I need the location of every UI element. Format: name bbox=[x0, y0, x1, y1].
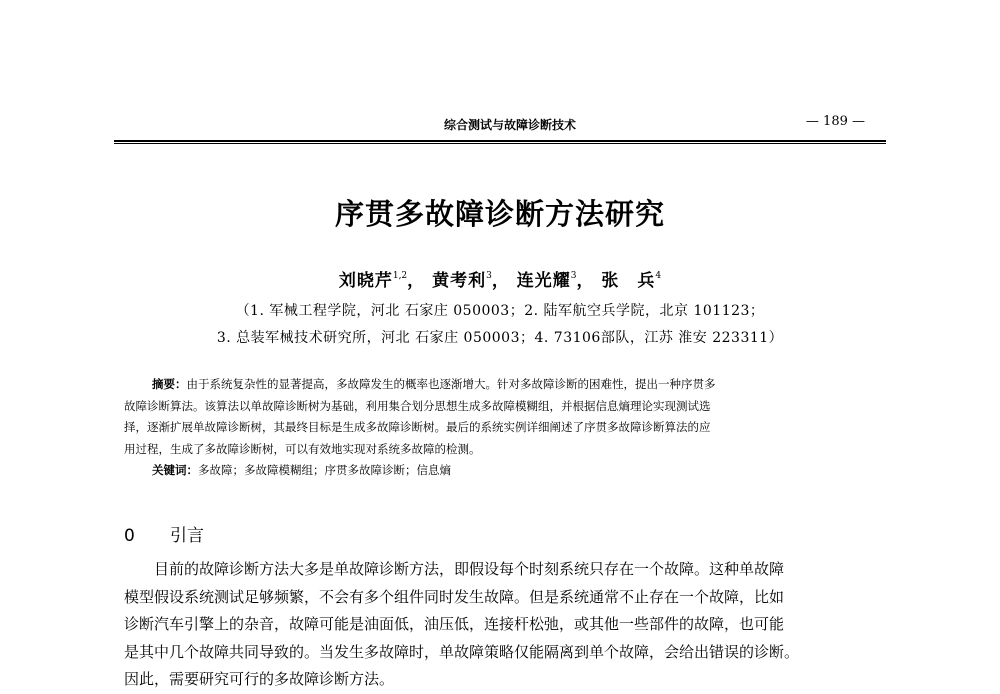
section-title: 引言 bbox=[170, 526, 204, 546]
keywords-text: 多故障；多故障模糊组；序贯多故障诊断；信息熵 bbox=[198, 463, 451, 477]
author bbox=[517, 271, 595, 291]
author-list bbox=[0, 266, 1000, 291]
author-name: 连光耀 bbox=[516, 271, 571, 291]
author-name: 黄考利 bbox=[432, 271, 487, 291]
body-line: 模型假设系统测试足够频繁，不会有多个组件同时发生故障。但是系统通常不止存在一个故障，比如 bbox=[124, 587, 785, 606]
author-separator: ， bbox=[407, 271, 426, 291]
author-affiliation-mark: 1,2 bbox=[392, 271, 408, 281]
author bbox=[601, 271, 661, 291]
abstract-label: 摘要： bbox=[152, 377, 187, 391]
author-affiliation-mark: 4 bbox=[655, 271, 662, 281]
body-line: 因此，需要研究可行的多故障诊断方法。 bbox=[124, 670, 395, 688]
section-number: 0 bbox=[124, 526, 135, 546]
journal-section-title: 综合测试与故障诊断技术 bbox=[443, 118, 576, 132]
affiliation-line: 3. 总装军械技术研究所，河北 石家庄 050003；4. 73106部队，江苏 淮安 223311） bbox=[216, 330, 784, 346]
author-affiliation-mark: 3 bbox=[570, 271, 577, 281]
author bbox=[339, 271, 425, 291]
running-head bbox=[0, 116, 1000, 136]
body-line: 是其中几个故障共同导致的。当发生多故障时，单故障策略仅能隔离到单个故障，会给出错误的诊断。 bbox=[124, 642, 800, 661]
page-number: — 189 — bbox=[805, 114, 865, 129]
body-paragraph bbox=[124, 556, 894, 694]
author bbox=[432, 271, 510, 291]
section-heading bbox=[124, 521, 204, 546]
keywords-line bbox=[124, 460, 888, 482]
affiliation-line: （1. 军械工程学院，河北 石家庄 050003；2. 陆军航空兵学院，北京 101123； bbox=[235, 303, 765, 319]
abstract-line bbox=[124, 374, 888, 396]
body-line: 诊断汽车引擎上的杂音，故障可能是油面低，油压低，连接杆松弛，或其他一些部件的故障，也可能 bbox=[124, 615, 785, 633]
abstract-line: 用过程，生成了多故障诊断树，可以有效地实现对系统多故障的检测。 bbox=[124, 441, 481, 456]
keywords-label: 关键词： bbox=[152, 463, 198, 477]
header-rule bbox=[114, 140, 886, 144]
abstract-line: 择，逐渐扩展单故障诊断树，其最终目标是生成多故障诊断树。最后的系统实例详细阐述了序贯多故障诊断算法的应 bbox=[124, 420, 711, 434]
author-separator: ， bbox=[576, 271, 595, 291]
abstract-line: 故障诊断算法。该算法以单故障诊断树为基础，利用集合划分思想生成多故障模糊组，并根据信息熵理论实现测试选 bbox=[124, 398, 711, 413]
paper-title: 序贯多故障诊断方法研究 bbox=[334, 197, 665, 231]
author-name: 张 兵 bbox=[601, 271, 656, 291]
author-separator: ， bbox=[491, 271, 510, 291]
author-affiliation-mark: 3 bbox=[486, 271, 492, 281]
abstract-text: 由于系统复杂性的显著提高，多故障发生的概率也逐渐增大。针对多故障诊断的困难性，提出一种序贯多 bbox=[186, 377, 716, 391]
author-name: 刘晓芹 bbox=[338, 271, 393, 291]
abstract-block bbox=[124, 374, 888, 482]
body-line: 目前的故障诊断方法大多是单故障诊断方法，即假设每个时刻系统只存在一个故障。这种单故障 bbox=[154, 560, 785, 578]
